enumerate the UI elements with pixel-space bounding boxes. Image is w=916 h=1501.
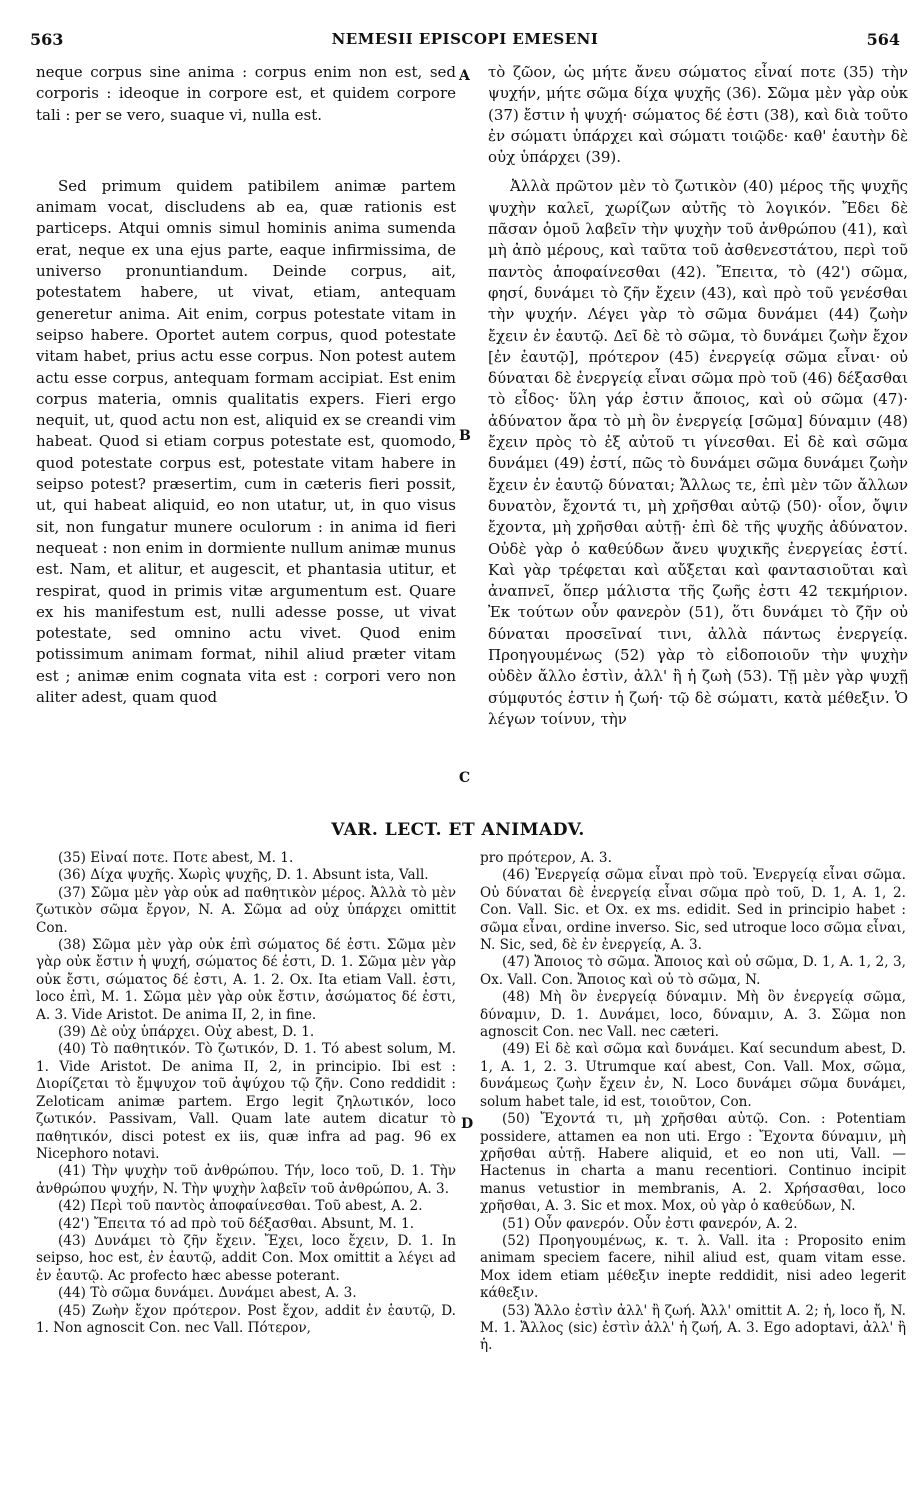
note-item: (51) Οὖν φανερόν. Οὖν ἐστι φανερόν, A. 2. xyxy=(502,1215,798,1232)
note-item: (48) Μὴ ὂν ἐνεργείᾳ δύναμιν. Μὴ ὂν ἐνεργείᾳ σῶμα, δύναμιν, D. 1. Δυνάμει, loco, δύναμιν, A. 3. Σῶμα non agnoscit Con. nec Vall. nec cæteri. xyxy=(480,989,906,1041)
page-number-right: 564 xyxy=(866,30,900,49)
latin-column xyxy=(36,62,456,802)
note-item: (41) Τὴν ψυχὴν τοῦ ἀνθρώπου. Τήν, loco τοῦ, D. 1. Τὴν ἀνθρώπου ψυχήν, N. Τὴν ψυχὴν λαβεῖν τοῦ ἀνθρώπου, A. 3. xyxy=(36,1163,456,1197)
note-item: (49) Εἰ δὲ καὶ σῶμα καὶ δυνάμει. Καί secundum abest, D. 1, A. 1, 2. 3. Utrumque καί abest, Con. Vall. Mox, σῶμα, δυνάμεως ζωὴν ἔχειν ἐν, N. Loco δυνάμει σῶμα δυνάμει, solum habet tale, id est, τοιοῦτον, Con. xyxy=(480,1041,906,1110)
note-item: (42) Περὶ τοῦ παντὸς ἀποφαίνεσθαι. Τοῦ abest, A. 2. xyxy=(58,1198,423,1215)
note-item: (46) Ἐνεργείᾳ σῶμα εἶναι πρὸ τοῦ. Ἐνεργείᾳ εἶναι σῶμα. Οὐ δύναται δὲ ἐνεργείᾳ εἶναι σῶμα πρὸ τοῦ, D. 1, A. 1, 2. Con. Vall. Sic. et Ox. ex ms. edidit. Sed in principio habet : σῶμα εἶναι, ordine inverso. Sic, sed utroque loco σῶμα εἶναι, N. Sic, sed, δὲ ἐν ἐνεργείᾳ, A. 3. xyxy=(480,867,906,954)
section-marker-d: D xyxy=(461,1116,474,1132)
running-title: NEMESII EPISCOPI EMESENI xyxy=(331,30,599,48)
latin-paragraph: Sed primum quidem patibilem animæ partem animam vocat, discludens ab ea, quæ rationis est particeps. Atqui omnis simul hominis anima sumenda erat, neque ex una ejus parte, eaque infirmissima, de universo pronuntiandum. Deinde corpus, ait, potestatem habere, ut vivat, etiam, antequam generetur anima. Ait enim, corpus potestate vitam in seipso habere. Oportet autem corpus, quod potestate vitam habet, prius actu esse corpus. Non potest autem actu esse corpus, antequam formam accipiat. Est enim corpus materia, omnis qualitatis expers. Fieri ergo nequit, ut, quod actu non est, aliquid ex se creandi vim habeat. Quod si etiam corpus potestate est, quomodo, quod potestate corpus est, potestate vitam habere in seipso potest? præsertim, cum in cæteris fieri possit, ut, qui habeat aliquid, eo non utatur, ut, in quo visus sit, non fungatur munere oculorum : in anima id fieri nequeat : non enim in dormiente nullum animæ munus est. Nam, et alitur, et augescit, et phantasia utitur, et respirat, quod in primis vitæ argumentum est. Quare ex his manifestum est, nulli adesse posse, ut vivat potestate, sed omnino actu vivet. Quod enim potissimum animam format, nihil aliud præter vitam est ; animæ enim cognata vita est : corpori vero non aliter adest, quam quod xyxy=(36,176,456,707)
note-item: (43) Δυνάμει τὸ ζῆν ἔχειν. Ἔχει, loco ἔχειν, D. 1. In seipso, hoc est, ἐν ἑαυτῷ, addit Con. Mox omittit a λέγει ad ἐν ἑαυτῷ. Ac profecto hæc abesse poterant. xyxy=(36,1232,456,1284)
paragraph-gap xyxy=(36,126,456,176)
greek-column xyxy=(488,62,908,802)
note-item: (39) Δὲ οὐχ ὑπάρχει. Οὐχ abest, D. 1. xyxy=(58,1024,315,1041)
note-item: (44) Τὸ σῶμα δυνάμει. Δυνάμει abest, A. 3. xyxy=(58,1285,357,1302)
note-item: (47) Ἄποιος τὸ σῶμα. Ἄποιος καὶ οὐ σῶμα, D. 1, A. 1, 2, 3, Ox. Vall. Con. Ἄποιος καὶ οὐ τὸ σῶμα, N. xyxy=(480,954,906,988)
note-item: (52) Προηγουμένως, κ. τ. λ. Vall. ita : Proposito enim animam speciem facere, nihil aliud est, quam vitam esse. Mox idem etiam μέθεξιν inepte reddidit, nisi adeo legerit κάθεξιν. xyxy=(480,1232,906,1302)
note-item: (37) Σῶμα μὲν γὰρ οὐκ ad παθητικὸν μέρος. Ἀλλὰ τὸ μὲν ζωτικὸν σῶμα ἔργον, N. A. Σῶμα ad οὐχ ὑπάρχει omittit Con. xyxy=(36,884,456,936)
greek-paragraph: τὸ ζῶον, ὡς μήτε ἄνευ σώματος εἶναί ποτε (35) τὴν ψυχήν, μήτε σῶμα δίχα ψυχῆς (36). Σῶμα μὲν γὰρ οὐκ (37) ἔστιν ἡ ψυχή· σώματος δέ ἐστι (38), καὶ διὰ τοῦτο ἐν σώματι ὑπάρχει καὶ σώματι τοιῷδε· καθ' ἑαυτὴν δὲ οὐχ ὑπάρχει (39). xyxy=(488,63,908,167)
section-marker-b: B xyxy=(459,428,471,444)
note-item: (42') Ἔπειτα τό ad πρὸ τοῦ δέξασθαι. Absunt, M. 1. xyxy=(58,1215,415,1232)
note-item: (53) Ἄλλο ἐστὶν ἀλλ' ἢ ζωή. Ἀλλ' omittit A. 2; ἡ, loco ἤ, N. M. 1. Ἄλλος (sic) ἐστὶν ἀλλ' ἡ ζωή, A. 3. Ego adoptavi, ἀλλ' ἢ ἡ. xyxy=(480,1302,906,1354)
note-item: (45) Ζωὴν ἔχον πρότερον. Post ἔχον, addit ἐν ἑαυτῷ, D. 1. Non agnoscit Con. nec Vall. Πότερον, xyxy=(36,1302,456,1336)
note-item: (40) Τὸ παθητικόν. Τὸ ζωτικόν, D. 1. Τό abest solum, M. 1. Vide Aristot. De anima II, 2, in principio. Ibi est : Διορίζεται τὸ ἔμψυχον τοῦ ἀψύχου τῷ ζῆν. Cono reddidit : Zeloticam animæ partem. Ergo legit ζηλωτικόν, loco ζωτικόν. Passivam, Vall. Quam late autem dicatur τὸ παθητικόν, disci potest ex iis, quæ infra ad pag. 96 ex Nicephoro notavi. xyxy=(36,1041,456,1162)
page-number-left: 563 xyxy=(30,30,64,49)
notes-heading: VAR. LECT. ET ANIMADV. xyxy=(331,820,585,840)
greek-paragraph: Ἀλλὰ πρῶτον μὲν τὸ ζωτικὸν (40) μέρος τῆς ψυχῆς ψυχὴν καλεῖ, χωρίζων αὐτῆς τὸ λογικόν. Ἔδει δὲ πᾶσαν ὁμοῦ λαβεῖν τὴν ψυχὴν τοῦ ἀνθρώπου (41), καὶ μὴ ἀπὸ μέρους, καὶ ταῦτα τοῦ ἀσθενεστάτου, περὶ τοῦ παντὸς ἀποφαίνεσθαι (42). Ἔπειτα, τὸ (42') σῶμα, φησί, δυνάμει τὸ ζῆν ἔχειν (43), καὶ πρὸ τοῦ γενέσθαι τὴν ψυχήν. Λέγει γὰρ τὸ σῶμα δυνάμει (44) ζωὴν ἔχειν ἐν ἑαυτῷ. Δεῖ δὲ τὸ σῶμα, τὸ δυνάμει ζωὴν ἔχον [ἐν ἑαυτῷ], πρότερον (45) ἐνεργείᾳ σῶμα εἶναι· οὐ δύναται δὲ ἐνεργείᾳ εἶναι σῶμα πρὸ τοῦ (46) δέξασθαι τὸ εἶδος· ὕλη γάρ ἐστιν ἄποιος, καὶ οὐ σῶμα (47)· ἀδύνατον ἄρα τὸ μὴ ὂν ἐνεργείᾳ [σῶμα] δύναμιν (48) ἔχειν πρὸς τὸ ἐξ αὐτοῦ τι γίνεσθαι. Εἰ δὲ καὶ σῶμα δυνάμει (49) ἐστί, πῶς τὸ δυνάμει σῶμα δυνάμει ζωὴν ἔχειν ἐν ἑαυτῷ δύναται; Ἄλλως τε, ἐπὶ μὲν τῶν ἄλλων δυνατὸν, ἔχοντά τι, μὴ χρῆσθαι αὐτῷ (50)· οἷον, ὄψιν ἔχοντα, μὴ χρῆσθαι αὐτῇ· ἐπὶ δὲ τῆς ψυχῆς ἀδύνατον. Οὐδὲ γὰρ ὁ καθεύδων ἄνευ ψυχικῆς ἐνεργείας ἐστί. Καὶ γὰρ τρέφεται καὶ αὔξεται καὶ φαντασιοῦται καὶ ἀναπνεῖ, ὅπερ μάλιστα τῆς ζωῆς ἐστι 42 τεκμήριον. Ἐκ τούτων οὖν φανερὸν (51), ὅτι δυνάμει τὸ ζῆν οὐ δύναται προσεῖναί τινι, ἀλλὰ πάντως ἐνεργείᾳ. Προηγουμένως (52) γὰρ τὸ εἰδοποιοῦν τὴν ψυχὴν οὐδὲν ἄλλο ἐστὶν, ἀλλ' ἢ ἡ ζωὴ (53). Τῇ μὲν γὰρ ψυχῇ σύμφυτός ἐστιν ἡ ζωή· τῷ δὲ σώματι, κατὰ μέθεξιν. Ὁ λέγων τοίνυν, τὴν xyxy=(488,177,908,728)
note-item: (35) Εἶναί ποτε. Ποτε abest, M. 1. xyxy=(58,850,294,866)
notes-right-column xyxy=(480,850,906,1490)
section-marker-a: A xyxy=(459,68,470,84)
latin-paragraph: neque corpus sine anima : corpus enim non est, sed corporis : ideoque in corpore est, et quidem corpore tali : per se vero, suaque vi, nulla est. xyxy=(36,63,456,124)
note-item: pro πρότερον, A. 3. xyxy=(480,850,612,866)
notes-left-column xyxy=(36,850,456,1490)
section-marker-c: C xyxy=(459,770,471,786)
page-header xyxy=(30,30,900,56)
note-item: (38) Σῶμα μὲν γὰρ οὐκ ἐπὶ σώματος δέ ἐστι. Σῶμα μὲν γὰρ οὐκ ἔστιν ἡ ψυχή, σώματος δέ ἐστι, D. 1. Σῶμα μὲν γὰρ οὐκ ἔστι, σώματος δέ ἐστι, A. 1. 2. Ox. Ita etiam Vall. ἐστι, loco ἐπὶ, M. 1. Σῶμα μὲν γὰρ οὐκ ἔστιν, ἀσώματος δέ ἐστι, A. 3. Vide Aristot. De anima II, 2, in fine. xyxy=(36,937,456,1023)
note-item: (50) Ἔχοντά τι, μὴ χρῆσθαι αὐτῷ. Con. : Potentiam possidere, attamen ea non uti. Ergo : Ἔχοντα δύναμιν, μὴ χρῆσθαι αὐτῇ. Habere aliquid, et eo non uti, Vall. — Hactenus in charta a manu recentiori. Continuo incipit manus vetustior in membranis, A. 2. Χρήσασθαι, loco χρῆσθαι, A. 3. Sic et mox. Mox, οὐ γὰρ ὁ καθεύδων, N. xyxy=(480,1111,906,1215)
note-item: (36) Δίχα ψυχῆς. Χωρὶς ψυχῆς, D. 1. Absunt ista, Vall. xyxy=(58,867,429,884)
